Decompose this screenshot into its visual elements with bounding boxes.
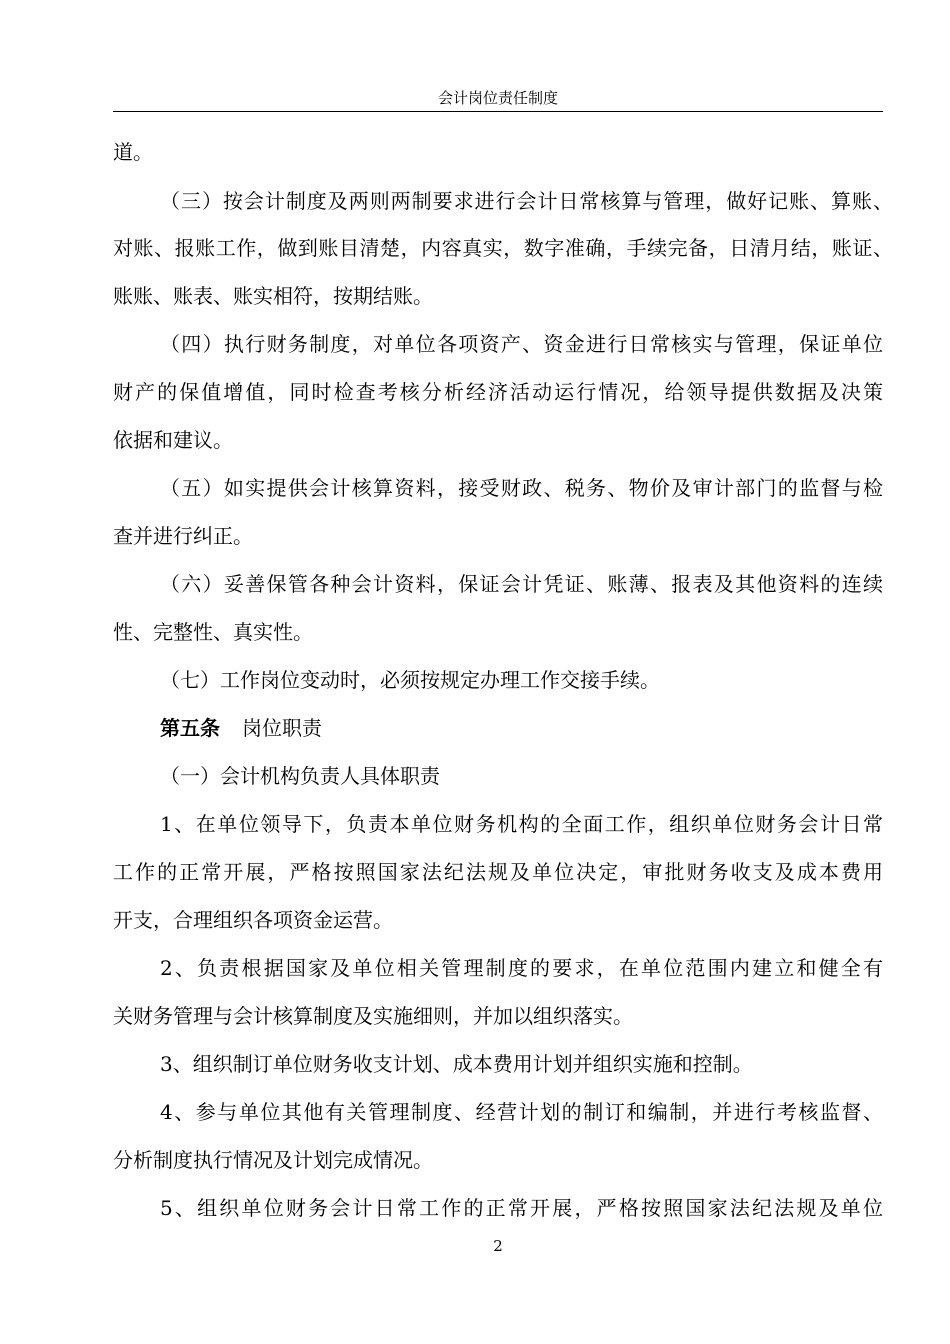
section-line: 2、负责根据国家及单位相关管理制度的要求，在单位范围内建立和健全有 xyxy=(160,956,883,980)
article-heading xyxy=(160,714,883,742)
section-line: 3、组织制订单位财务收支计划、成本费用计划并组织实施和控制。 xyxy=(160,1052,753,1076)
body-line: 性、完整性、真实性。 xyxy=(113,620,313,644)
section-line: 4、参与单位其他有关管理制度、经营计划的制订和编制，并进行考核监督、 xyxy=(160,1100,883,1124)
running-header: 会计岗位责任制度 xyxy=(437,89,558,107)
page-number: 2 xyxy=(493,1237,503,1255)
body-line: 财产的保值增值，同时检查考核分析经济活动运行情况，给领导提供数据及决策 xyxy=(113,380,883,404)
body-line: （三）按会计制度及两则两制要求进行会计日常核算与管理，做好记账、算账、 xyxy=(160,189,893,213)
section-line: 工作的正常开展，严格按照国家法纪法规及单位决定，审批财务收支及成本费用 xyxy=(113,860,883,884)
header-rule xyxy=(113,111,883,112)
body-line: （五）如实提供会计核算资料，接受财政、税务、物价及审计部门的监督与检 xyxy=(160,476,883,500)
section-line: 5、组织单位财务会计日常工作的正常开展，严格按照国家法纪法规及单位 xyxy=(160,1196,883,1220)
section-heading: （一）会计机构负责人具体职责 xyxy=(160,764,440,788)
body-line: 对账、报账工作，做到账目清楚，内容真实，数字准确，手续完备，日清月结，账证、 xyxy=(113,236,893,260)
section-line: 开支，合理组织各项资金运营。 xyxy=(113,908,393,932)
body-line: 查并进行纠正。 xyxy=(113,524,253,548)
body-line: 依据和建议。 xyxy=(113,428,233,452)
body-line: 道。 xyxy=(113,140,153,164)
body-line: （六）妥善保管各种会计资料，保证会计凭证、账薄、报表及其他资料的连续 xyxy=(160,572,883,596)
section-line: 关财务管理与会计核算制度及实施细则，并加以组织落实。 xyxy=(113,1004,633,1028)
body-line: （四）执行财务制度，对单位各项资产、资金进行日常核实与管理，保证单位 xyxy=(160,332,883,356)
body-line: （七）工作岗位变动时，必须按规定办理工作交接手续。 xyxy=(160,668,660,692)
article-number: 第五条 xyxy=(160,716,220,740)
section-line: 1、在单位领导下，负责本单位财务机构的全面工作，组织单位财务会计日常 xyxy=(160,812,883,836)
section-line: 分析制度执行情况及计划完成情况。 xyxy=(113,1148,433,1172)
body-line: 账账、账表、账实相符，按期结账。 xyxy=(113,284,433,308)
article-title: 岗位职责 xyxy=(242,716,322,740)
